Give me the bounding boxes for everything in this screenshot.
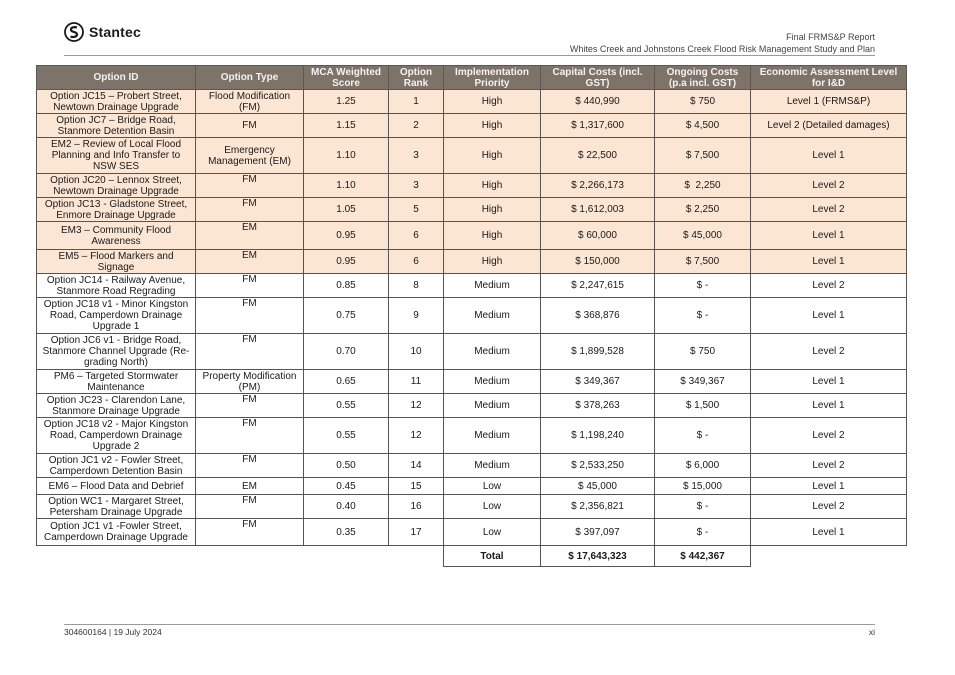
total-ongoing-cost: $ 442,367 (655, 546, 751, 567)
ongoing-cost: $ 6,000 (655, 454, 751, 478)
capital-cost: $ 349,367 (541, 370, 655, 394)
economic-level: Level 1 (751, 222, 907, 250)
option-id: Option JC13 - Gladstone Street, Enmore Drainage Upgrade (37, 198, 196, 222)
company-logo (64, 22, 141, 42)
ongoing-cost: $ 750 (655, 334, 751, 370)
economic-level: Level 2 (Detailed damages) (751, 114, 907, 138)
total-label: Total (444, 546, 541, 567)
table-row (37, 274, 907, 298)
economic-level: Level 1 (751, 370, 907, 394)
option-id: Option JC20 – Lennox Street, Newtown Drainage Upgrade (37, 174, 196, 198)
option-id: Option JC1 v1 -Fowler Street, Camperdown Drainage Upgrade (37, 519, 196, 546)
ongoing-cost: $ 349,367 (655, 370, 751, 394)
stantec-logo-icon (64, 22, 84, 42)
capital-cost: $ 22,500 (541, 138, 655, 174)
mca-score: 0.70 (304, 334, 389, 370)
priority: Low (444, 495, 541, 519)
capital-cost: $ 1,198,240 (541, 418, 655, 454)
option-type: EM (196, 478, 304, 495)
ongoing-cost: $ 15,000 (655, 478, 751, 495)
option-type: FM (196, 274, 304, 298)
ongoing-cost: $ - (655, 519, 751, 546)
mca-score: 0.95 (304, 222, 389, 250)
option-id: PM6 – Targeted Stormwater Maintenance (37, 370, 196, 394)
ongoing-cost: $ - (655, 495, 751, 519)
mca-score: 0.55 (304, 418, 389, 454)
brand-name: Stantec (89, 24, 141, 40)
table-row (37, 298, 907, 334)
option-id: Option JC1 v2 - Fowler Street, Camperdown Detention Basin (37, 454, 196, 478)
priority: Low (444, 519, 541, 546)
option-rank: 17 (389, 519, 444, 546)
option-id: Option JC15 – Probert Street, Newtown Drainage Upgrade (37, 90, 196, 114)
ongoing-cost: $ - (655, 274, 751, 298)
mca-score: 1.25 (304, 90, 389, 114)
option-rank: 3 (389, 138, 444, 174)
economic-level: Level 2 (751, 174, 907, 198)
capital-cost: $ 1,317,600 (541, 114, 655, 138)
ongoing-cost: $ - (655, 418, 751, 454)
priority: High (444, 222, 541, 250)
priority: Medium (444, 334, 541, 370)
doc-reference: 304600164 | 19 July 2024 (64, 627, 162, 637)
mca-score: 0.65 (304, 370, 389, 394)
option-type: FM (196, 298, 304, 334)
option-rank: 12 (389, 394, 444, 418)
mca-score: 1.05 (304, 198, 389, 222)
economic-level: Level 2 (751, 274, 907, 298)
ongoing-cost: $ 7,500 (655, 138, 751, 174)
option-rank: 10 (389, 334, 444, 370)
column-header: Implementation Priority (444, 66, 541, 90)
option-rank: 8 (389, 274, 444, 298)
column-header: Capital Costs (incl. GST) (541, 66, 655, 90)
mca-score: 0.55 (304, 394, 389, 418)
capital-cost: $ 368,876 (541, 298, 655, 334)
column-header: Option Type (196, 66, 304, 90)
table-row (37, 370, 907, 394)
capital-cost: $ 1,612,003 (541, 198, 655, 222)
table-row (37, 198, 907, 222)
mca-score: 0.35 (304, 519, 389, 546)
ongoing-cost: $ 7,500 (655, 250, 751, 274)
capital-cost: $ 378,263 (541, 394, 655, 418)
table-header-row (37, 66, 907, 90)
economic-level: Level 1 (751, 138, 907, 174)
page-number: xi (868, 627, 875, 637)
priority: High (444, 114, 541, 138)
column-header: Ongoing Costs (p.a incl. GST) (655, 66, 751, 90)
mca-score: 0.45 (304, 478, 389, 495)
option-type: FM (196, 495, 304, 519)
economic-level: Level 1 (751, 298, 907, 334)
option-id: Option JC6 v1 - Bridge Road, Stanmore Channel Upgrade (Re-grading North) (37, 334, 196, 370)
mca-score: 1.10 (304, 174, 389, 198)
option-type: FM (196, 334, 304, 370)
option-rank: 14 (389, 454, 444, 478)
option-id: Option JC23 - Clarendon Lane, Stanmore Drainage Upgrade (37, 394, 196, 418)
column-header: Option ID (37, 66, 196, 90)
ongoing-cost: $ 45,000 (655, 222, 751, 250)
table-row (37, 334, 907, 370)
priority: Medium (444, 274, 541, 298)
economic-level: Level 2 (751, 198, 907, 222)
option-type: Flood Modification (FM) (196, 90, 304, 114)
option-type: FM (196, 394, 304, 418)
ongoing-cost: $ - (655, 298, 751, 334)
option-rank: 12 (389, 418, 444, 454)
option-type: FM (196, 519, 304, 546)
option-id: Option JC18 v2 - Major Kingston Road, Camperdown Drainage Upgrade 2 (37, 418, 196, 454)
ongoing-cost: $ 2,250 (655, 174, 751, 198)
option-type: Emergency Management (EM) (196, 138, 304, 174)
mca-score: 0.95 (304, 250, 389, 274)
economic-level: Level 1 (751, 250, 907, 274)
option-id: EM6 – Flood Data and Debrief (37, 478, 196, 495)
report-subtitle: Whites Creek and Johnstons Creek Flood Risk Management Study and Plan (569, 44, 875, 54)
economic-level: Level 2 (751, 454, 907, 478)
option-id: EM5 – Flood Markers and Signage (37, 250, 196, 274)
option-rank: 9 (389, 298, 444, 334)
capital-cost: $ 2,533,250 (541, 454, 655, 478)
option-id: Option WC1 - Margaret Street, Petersham Drainage Upgrade (37, 495, 196, 519)
option-rank: 5 (389, 198, 444, 222)
option-rank: 16 (389, 495, 444, 519)
economic-level: Level 1 (751, 478, 907, 495)
report-header (570, 31, 875, 55)
option-type: EM (196, 222, 304, 250)
option-type: FM (196, 174, 304, 198)
capital-cost: $ 397,097 (541, 519, 655, 546)
option-rank: 11 (389, 370, 444, 394)
capital-cost: $ 2,266,173 (541, 174, 655, 198)
mca-score: 0.50 (304, 454, 389, 478)
priority: Low (444, 478, 541, 495)
option-rank: 6 (389, 222, 444, 250)
option-id: Option JC7 – Bridge Road, Stanmore Detention Basin (37, 114, 196, 138)
economic-level: Level 1 (751, 519, 907, 546)
table-row (37, 478, 907, 495)
total-capital-cost: $ 17,643,323 (541, 546, 655, 567)
table-row (37, 174, 907, 198)
header-divider (64, 55, 875, 56)
option-rank: 3 (389, 174, 444, 198)
table-row (37, 138, 907, 174)
ongoing-cost: $ 2,250 (655, 198, 751, 222)
economic-level: Level 2 (751, 418, 907, 454)
economic-level: Level 2 (751, 334, 907, 370)
capital-cost: $ 45,000 (541, 478, 655, 495)
option-rank: 6 (389, 250, 444, 274)
table-row (37, 222, 907, 250)
priority: Medium (444, 418, 541, 454)
priority: High (444, 90, 541, 114)
economic-level: Level 2 (751, 495, 907, 519)
total-spacer (751, 546, 907, 567)
option-rank: 2 (389, 114, 444, 138)
report-title: Final FRMS&P Report (786, 32, 875, 42)
capital-cost: $ 2,247,615 (541, 274, 655, 298)
table-row (37, 114, 907, 138)
option-id: EM2 – Review of Local Flood Planning and Info Transfer to NSW SES (37, 138, 196, 174)
column-header: Economic Assessment Level for I&D (751, 66, 907, 90)
table-row (37, 418, 907, 454)
priority: Medium (444, 370, 541, 394)
total-spacer (37, 546, 444, 567)
priority: Medium (444, 454, 541, 478)
footer-divider (64, 624, 875, 625)
capital-cost: $ 1,899,528 (541, 334, 655, 370)
mca-score: 0.85 (304, 274, 389, 298)
option-rank: 1 (389, 90, 444, 114)
priority: Medium (444, 394, 541, 418)
total-row (37, 546, 907, 567)
table-row (37, 90, 907, 114)
option-type: Property Modification (PM) (196, 370, 304, 394)
mca-score: 0.75 (304, 298, 389, 334)
column-header: Option Rank (389, 66, 444, 90)
column-header: MCA Weighted Score (304, 66, 389, 90)
option-id: Option JC14 - Railway Avenue, Stanmore Road Regrading (37, 274, 196, 298)
table-row (37, 454, 907, 478)
economic-level: Level 1 (FRMS&P) (751, 90, 907, 114)
option-type: EM (196, 250, 304, 274)
mca-score: 1.10 (304, 138, 389, 174)
priority: High (444, 250, 541, 274)
mca-score: 1.15 (304, 114, 389, 138)
mca-options-table (36, 65, 907, 567)
option-rank: 15 (389, 478, 444, 495)
mca-score: 0.40 (304, 495, 389, 519)
table-row (37, 495, 907, 519)
table-row (37, 250, 907, 274)
option-id: Option JC18 v1 - Minor Kingston Road, Camperdown Drainage Upgrade 1 (37, 298, 196, 334)
priority: Medium (444, 298, 541, 334)
option-type: FM (196, 198, 304, 222)
option-id: EM3 – Community Flood Awareness (37, 222, 196, 250)
capital-cost: $ 2,356,821 (541, 495, 655, 519)
ongoing-cost: $ 1,500 (655, 394, 751, 418)
table-row (37, 394, 907, 418)
option-type: FM (196, 418, 304, 454)
economic-level: Level 1 (751, 394, 907, 418)
table-row (37, 519, 907, 546)
ongoing-cost: $ 4,500 (655, 114, 751, 138)
capital-cost: $ 60,000 (541, 222, 655, 250)
option-type: FM (196, 114, 304, 138)
capital-cost: $ 440,990 (541, 90, 655, 114)
capital-cost: $ 150,000 (541, 250, 655, 274)
ongoing-cost: $ 750 (655, 90, 751, 114)
option-type: FM (196, 454, 304, 478)
priority: High (444, 138, 541, 174)
priority: High (444, 174, 541, 198)
priority: High (444, 198, 541, 222)
